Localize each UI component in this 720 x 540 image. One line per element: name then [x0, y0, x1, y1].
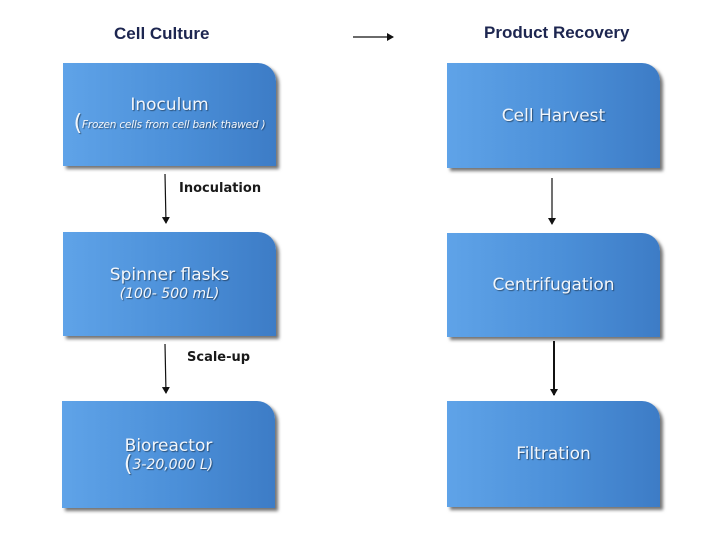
inoculation-arrow: [165, 174, 166, 223]
inoculum-subtitle-text: Frozen cells from cell bank thawed ): [82, 119, 266, 131]
spinner-flasks-subtitle: (100- 500 mL): [119, 286, 220, 302]
bioreactor-subtitle-text: 3-20,000 L): [132, 456, 214, 473]
scale-up-label: Scale-up: [187, 350, 251, 365]
bioreactor-title: Bioreactor: [124, 435, 213, 456]
centrifugation-title: Centrifugation: [492, 275, 615, 295]
inoculum-title: Inoculum: [130, 95, 209, 115]
bioreactor-open-paren: (: [123, 451, 133, 477]
spinner-flasks-title: Spinner flasks: [109, 265, 230, 285]
product-recovery-heading: Product Recovery: [484, 23, 630, 42]
inoculation-label: Inoculation: [179, 181, 262, 196]
scale-up-arrow: [165, 344, 166, 393]
cell-culture-heading: Cell Culture: [114, 24, 210, 43]
filtration-title: Filtration: [516, 444, 591, 464]
inoculum-open-paren: (: [73, 111, 83, 136]
cell-harvest-title: Cell Harvest: [501, 105, 606, 126]
